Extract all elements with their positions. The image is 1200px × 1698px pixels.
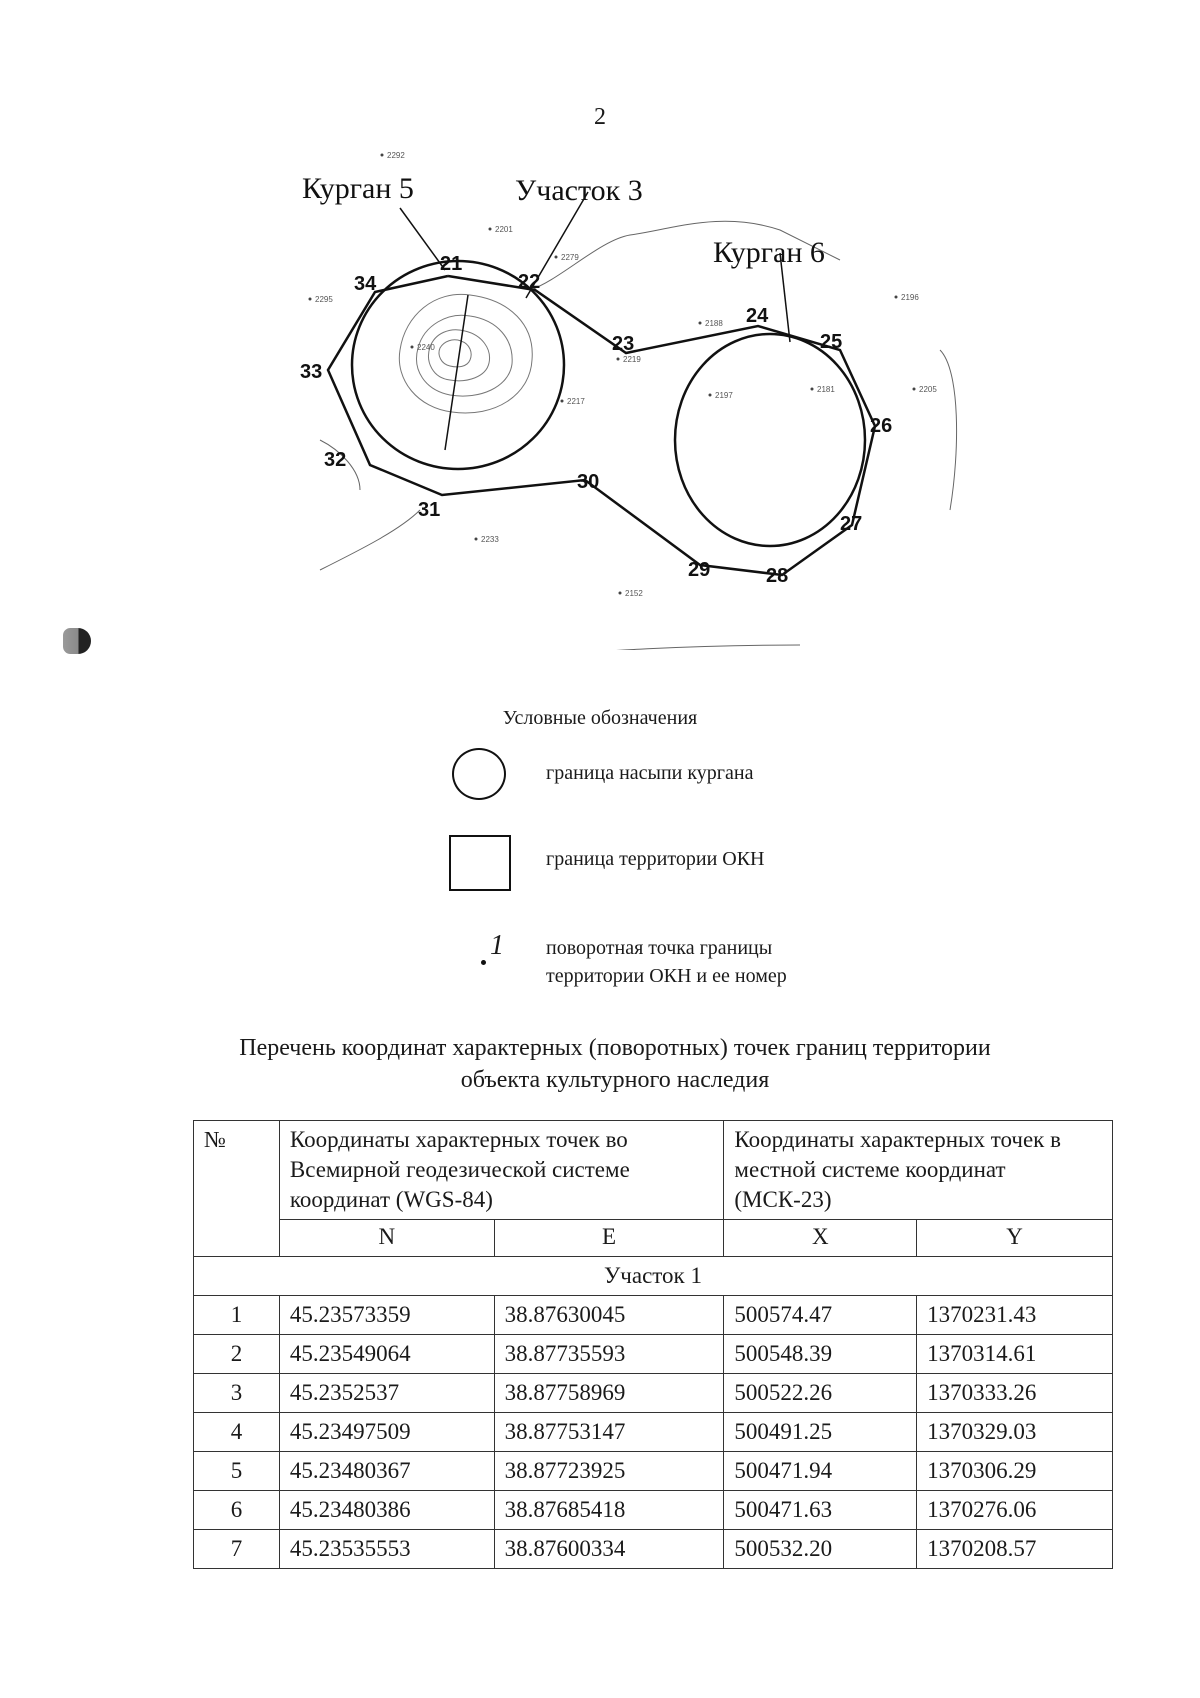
elevation-mark: 2240 bbox=[417, 343, 435, 352]
boundary-point-label: 30 bbox=[577, 471, 600, 493]
boundary-point-label: 23 bbox=[612, 333, 635, 355]
cell-n: 45.23549064 bbox=[279, 1335, 494, 1374]
elevation-dot bbox=[811, 388, 814, 391]
cell-n: 45.23573359 bbox=[279, 1296, 494, 1335]
site-map bbox=[300, 150, 980, 650]
cell-x: 500574.47 bbox=[724, 1296, 917, 1335]
elevation-mark: 2181 bbox=[817, 385, 835, 394]
boundary-point-label: 22 bbox=[518, 271, 541, 293]
header-wgs84: Координаты характерных точек во Всемирной геодезической системе координат (WGS-84) bbox=[279, 1121, 724, 1220]
elevation-dot bbox=[411, 346, 414, 349]
table-caption-line2: объекта культурного наследия bbox=[460, 1067, 770, 1093]
cell-n: 45.2352537 bbox=[279, 1374, 494, 1413]
cell-x: 500471.63 bbox=[724, 1491, 917, 1530]
elevation-dot bbox=[699, 322, 702, 325]
boundary-point-label: 24 bbox=[746, 305, 769, 327]
elevation-dot bbox=[555, 256, 558, 259]
header-msk23: Координаты характерных точек в местной системе координат (МСК-23) bbox=[724, 1121, 1113, 1220]
elevation-dot bbox=[475, 538, 478, 541]
table-caption-line1: Перечень координат характерных (поворотных) точек границ территории bbox=[239, 1035, 991, 1061]
elevation-dot bbox=[619, 592, 622, 595]
cell-n: 45.23535553 bbox=[279, 1530, 494, 1569]
boundary-point-label: 27 bbox=[840, 513, 863, 535]
cell-e: 38.87685418 bbox=[494, 1491, 724, 1530]
table-row bbox=[194, 1491, 1113, 1530]
cell-y: 1370333.26 bbox=[917, 1374, 1113, 1413]
cell-y: 1370306.29 bbox=[917, 1452, 1113, 1491]
header-x: X bbox=[724, 1220, 917, 1257]
uchastok-3-label: Участок 3 bbox=[515, 174, 643, 207]
elevation-dot bbox=[895, 296, 898, 299]
elevation-mark: 2196 bbox=[901, 293, 919, 302]
boundary-point-label: 31 bbox=[418, 499, 441, 521]
cell-x: 500471.94 bbox=[724, 1452, 917, 1491]
header-n: N bbox=[279, 1220, 494, 1257]
cell-e: 38.87600334 bbox=[494, 1530, 724, 1569]
cell-y: 1370208.57 bbox=[917, 1530, 1113, 1569]
elevation-dot bbox=[309, 298, 312, 301]
header-number: № bbox=[194, 1121, 280, 1257]
cell-num: 3 bbox=[194, 1374, 280, 1413]
table-caption bbox=[150, 1032, 1080, 1096]
elevation-mark: 2233 bbox=[481, 535, 499, 544]
legend-circle-symbol bbox=[452, 748, 506, 800]
header-y: Y bbox=[917, 1220, 1113, 1257]
table-row bbox=[194, 1530, 1113, 1569]
cell-y: 1370276.06 bbox=[917, 1491, 1113, 1530]
legend-text-point-line2: территории ОКН и ее номер bbox=[546, 965, 787, 987]
legend-square-symbol bbox=[449, 835, 511, 891]
cell-e: 38.87723925 bbox=[494, 1452, 724, 1491]
cell-num: 7 bbox=[194, 1530, 280, 1569]
elevation-dot bbox=[489, 228, 492, 231]
boundary-point-label: 34 bbox=[354, 273, 377, 295]
boundary-point-label: 25 bbox=[820, 331, 843, 353]
cell-x: 500532.20 bbox=[724, 1530, 917, 1569]
cell-num: 4 bbox=[194, 1413, 280, 1452]
elevation-mark: 2295 bbox=[315, 295, 333, 304]
cell-y: 1370314.61 bbox=[917, 1335, 1113, 1374]
boundary-point-label: 29 bbox=[688, 559, 711, 581]
cell-y: 1370231.43 bbox=[917, 1296, 1113, 1335]
cell-n: 45.23480367 bbox=[279, 1452, 494, 1491]
cell-num: 6 bbox=[194, 1491, 280, 1530]
elevation-dot bbox=[617, 358, 620, 361]
boundary-point-label: 26 bbox=[870, 415, 893, 437]
cell-x: 500548.39 bbox=[724, 1335, 917, 1374]
elevation-mark: 2279 bbox=[561, 253, 579, 262]
elevation-mark: 2205 bbox=[919, 385, 937, 394]
table-row bbox=[194, 1296, 1113, 1335]
elevation-dot bbox=[709, 394, 712, 397]
cell-e: 38.87753147 bbox=[494, 1413, 724, 1452]
elevation-dot bbox=[913, 388, 916, 391]
elevation-dot bbox=[561, 400, 564, 403]
cell-num: 1 bbox=[194, 1296, 280, 1335]
elevation-dot bbox=[381, 154, 384, 157]
legend-text-point-line1: поворотная точка границы bbox=[546, 937, 773, 959]
kurgan-6-label: Курган 6 bbox=[713, 236, 825, 269]
cell-e: 38.87758969 bbox=[494, 1374, 724, 1413]
cell-e: 38.87735593 bbox=[494, 1335, 724, 1374]
kurgan-6-mound bbox=[675, 334, 865, 546]
kurgan-5-label: Курган 5 bbox=[302, 172, 414, 205]
elevation-mark: 2292 bbox=[387, 151, 405, 160]
table-row bbox=[194, 1335, 1113, 1374]
table-row bbox=[194, 1452, 1113, 1491]
legend-point-symbol bbox=[481, 960, 486, 965]
table-row bbox=[194, 1413, 1113, 1452]
okn-boundary bbox=[328, 276, 875, 575]
elevation-mark: 2219 bbox=[623, 355, 641, 364]
boundary-point-label: 28 bbox=[766, 565, 789, 587]
elevation-mark: 2217 bbox=[567, 397, 585, 406]
cell-num: 2 bbox=[194, 1335, 280, 1374]
legend-text-mound: граница насыпи кургана bbox=[546, 762, 754, 784]
legend-text-point bbox=[546, 934, 787, 990]
header-e: E bbox=[494, 1220, 724, 1257]
cell-n: 45.23480386 bbox=[279, 1491, 494, 1530]
boundary-point-label: 32 bbox=[324, 449, 347, 471]
cell-x: 500491.25 bbox=[724, 1413, 917, 1452]
legend-text-territory: граница территории ОКН bbox=[546, 848, 765, 870]
cell-e: 38.87630045 bbox=[494, 1296, 724, 1335]
boundary-point-label: 33 bbox=[300, 361, 323, 383]
cell-x: 500522.26 bbox=[724, 1374, 917, 1413]
table-row bbox=[194, 1374, 1113, 1413]
elevation-mark: 2197 bbox=[715, 391, 733, 400]
elevation-mark: 2188 bbox=[705, 319, 723, 328]
section-row: Участок 1 bbox=[194, 1257, 1113, 1296]
coordinates-table bbox=[193, 1120, 1113, 1569]
cell-n: 45.23497509 bbox=[279, 1413, 494, 1452]
boundary-point-label: 21 bbox=[440, 253, 463, 275]
page-number: 2 bbox=[594, 104, 606, 130]
cell-num: 5 bbox=[194, 1452, 280, 1491]
elevation-mark: 2201 bbox=[495, 225, 513, 234]
binder-mark bbox=[63, 628, 91, 654]
legend-point-number: 1 bbox=[490, 930, 504, 961]
elevation-mark: 2152 bbox=[625, 589, 643, 598]
legend-title: Условные обозначения bbox=[502, 707, 698, 729]
cell-y: 1370329.03 bbox=[917, 1413, 1113, 1452]
